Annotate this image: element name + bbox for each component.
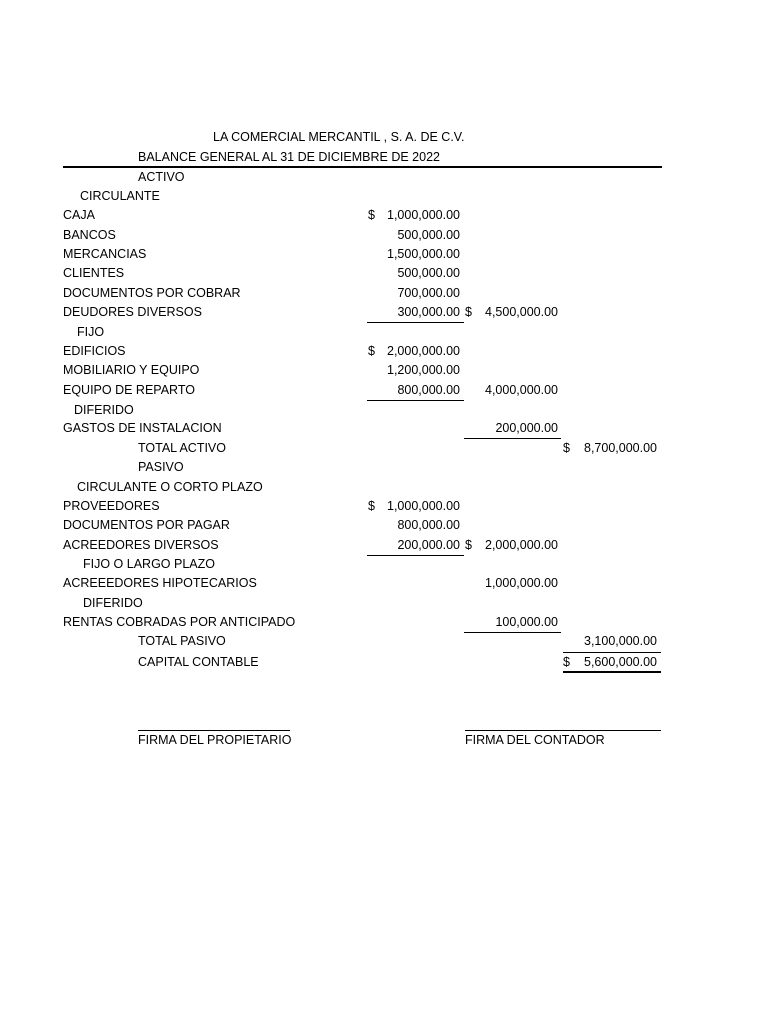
total-pasivo-amount: 3,100,000.00 [584, 634, 657, 648]
account-amount-rentas-cobradas: 100,000.00 [495, 615, 558, 629]
currency-symbol: $ [465, 305, 472, 319]
owner-signature-label: FIRMA DEL PROPIETARIO [138, 733, 292, 747]
account-amount-documentos-por-pagar: 800,000.00 [397, 518, 460, 532]
statement-title: BALANCE GENERAL AL 31 DE DICIEMBRE DE 2022 [138, 150, 440, 164]
amount-value: 1,000,000.00 [387, 208, 460, 222]
currency-symbol: $ [368, 344, 375, 358]
amount-value: 2,000,000.00 [485, 538, 558, 552]
account-amount-acreedores-diversos: 200,000.00 [397, 538, 460, 552]
owner-signature-line [138, 730, 290, 731]
account-label-documentos-por-pagar: DOCUMENTOS POR PAGAR [63, 518, 230, 532]
account-label-rentas-cobradas: RENTAS COBRADAS POR ANTICIPADO [63, 615, 296, 629]
account-amount-clientes: 500,000.00 [397, 266, 460, 280]
total-activo-amount [563, 441, 657, 456]
account-label-mercancias: MERCANCIAS [63, 247, 147, 261]
account-amount-documentos-por-cobrar: 700,000.00 [397, 286, 460, 300]
subtotal-activo-circulante [465, 305, 558, 320]
pasivo-fijo-heading: FIJO O LARGO PLAZO [83, 557, 215, 571]
account-label-gastos-de-instalacion: GASTOS DE INSTALACION [63, 421, 222, 435]
account-label-proveedores: PROVEEDORES [63, 499, 160, 513]
activo-circulante-heading: CIRCULANTE [80, 189, 160, 203]
account-amount-bancos: 500,000.00 [397, 228, 460, 242]
accountant-signature-label: FIRMA DEL CONTADOR [465, 733, 605, 747]
account-amount-edificios [368, 344, 460, 359]
subtotal-rule [367, 400, 464, 401]
activo-fijo-heading: FIJO [77, 325, 105, 339]
amount-value: 5,600,000.00 [584, 655, 657, 669]
company-name: LA COMERCIAL MERCANTIL , S. A. DE C.V. [213, 130, 465, 144]
currency-symbol: $ [563, 441, 570, 455]
currency-symbol: $ [563, 655, 570, 669]
subtotal-rule [464, 632, 561, 633]
account-amount-acreedores-hipotecarios: 1,000,000.00 [485, 576, 558, 590]
account-label-equipo-de-reparto: EQUIPO DE REPARTO [63, 383, 195, 397]
account-amount-gastos-de-instalacion: 200,000.00 [495, 421, 558, 435]
account-label-documentos-por-cobrar: DOCUMENTOS POR COBRAR [63, 286, 241, 300]
amount-value: 1,000,000.00 [387, 499, 460, 513]
account-amount-proveedores [368, 499, 460, 514]
account-amount-mobiliario-y-equipo: 1,200,000.00 [387, 363, 460, 377]
subtotal-rule [367, 555, 464, 556]
capital-contable-label: CAPITAL CONTABLE [138, 655, 259, 669]
account-label-deudores-diversos: DEUDORES DIVERSOS [63, 305, 202, 319]
account-label-acreedores-hipotecarios: ACREEEDORES HIPOTECARIOS [63, 576, 257, 590]
pasivo-diferido-heading: DIFERIDO [83, 596, 143, 610]
account-label-edificios: EDIFICIOS [63, 344, 126, 358]
pasivo-circulante-heading: CIRCULANTE O CORTO PLAZO [77, 480, 263, 494]
account-label-caja: CAJA [63, 208, 95, 222]
currency-symbol: $ [368, 499, 375, 513]
total-rule [563, 652, 661, 653]
account-label-clientes: CLIENTES [63, 266, 125, 280]
subtotal-activo-fijo: 4,000,000.00 [485, 383, 558, 397]
subtotal-rule [464, 438, 561, 439]
currency-symbol: $ [465, 538, 472, 552]
amount-value: 8,700,000.00 [584, 441, 657, 455]
activo-heading: ACTIVO [138, 170, 185, 184]
header-rule [63, 166, 662, 168]
account-amount-deudores-diversos: 300,000.00 [397, 305, 460, 319]
account-label-acreedores-diversos: ACREEDORES DIVERSOS [63, 538, 219, 552]
currency-symbol: $ [368, 208, 375, 222]
amount-value: 2,000,000.00 [387, 344, 460, 358]
account-amount-equipo-de-reparto: 800,000.00 [397, 383, 460, 397]
account-label-bancos: BANCOS [63, 228, 116, 242]
subtotal-rule [367, 322, 464, 323]
account-label-mobiliario-y-equipo: MOBILIARIO Y EQUIPO [63, 363, 200, 377]
capital-contable-amount [563, 655, 657, 670]
amount-value: 4,500,000.00 [485, 305, 558, 319]
account-amount-mercancias: 1,500,000.00 [387, 247, 460, 261]
account-amount-caja [368, 208, 460, 223]
pasivo-heading: PASIVO [138, 460, 184, 474]
subtotal-pasivo-circulante [465, 538, 558, 553]
double-total-rule [563, 671, 661, 673]
accountant-signature-line [465, 730, 661, 731]
activo-diferido-heading: DIFERIDO [74, 403, 134, 417]
total-pasivo-label: TOTAL PASIVO [138, 634, 226, 648]
total-activo-label: TOTAL ACTIVO [138, 441, 226, 455]
